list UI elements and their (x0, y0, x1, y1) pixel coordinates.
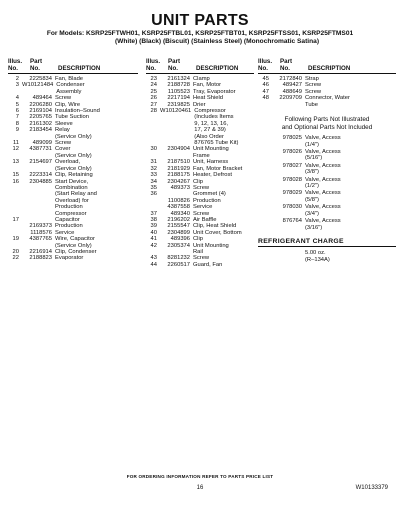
part-no: 489396 (170, 236, 190, 243)
part-no: 2161302 (29, 120, 52, 127)
illus-no: 4 (15, 95, 19, 102)
page-title: UNIT PARTS (151, 12, 249, 29)
valve-row (258, 135, 396, 148)
illus-no: 6 (15, 108, 19, 115)
valve-row (258, 190, 396, 203)
part-no: 489373 (170, 184, 190, 191)
illus-no: 22 (12, 255, 19, 262)
part-no: 2260517 (167, 261, 190, 268)
part-no: 2205765 (29, 114, 52, 121)
illus-no: 15 (12, 172, 19, 179)
part-no: 2181929 (167, 165, 190, 172)
part-description: Screw (305, 88, 322, 95)
illus-no: 3 (15, 82, 19, 89)
illus-no: 48 (262, 95, 269, 102)
part-description: Screw (193, 210, 210, 217)
header-illus-no: Illus. No. (146, 58, 161, 72)
not-illustrated-note: Following Parts Not Illustrated and Optional Parts Not Included (281, 116, 373, 131)
page-number: 16 (196, 485, 204, 491)
part-no: 2305374 (167, 242, 190, 249)
illus-no: 19 (12, 236, 19, 243)
illus-no: 44 (150, 261, 157, 268)
illus-no: 8 (15, 120, 19, 127)
illus-no: 42 (150, 242, 157, 249)
header-part-no: Part No. (30, 58, 43, 72)
illus-no: 30 (150, 146, 157, 153)
part-description: Valve, Access (3/4") (305, 204, 341, 217)
part-description: Fan, Blade (55, 76, 84, 82)
illus-no: 32 (150, 165, 157, 172)
valve-row (258, 204, 396, 217)
part-description: Evaporator (55, 255, 84, 262)
illus-no: 31 (150, 159, 157, 166)
part-row (8, 159, 138, 172)
part-description: Valve, Access (1/2") (305, 176, 341, 190)
part-no: 2304904 (167, 146, 190, 153)
part-description: Connector, Water Tube (305, 95, 350, 108)
part-description: Fan, Motor Bracket (193, 165, 243, 172)
part-row (8, 179, 138, 217)
part-no: 488649 (282, 88, 302, 95)
part-description: Valve, Access (5/8") (305, 190, 341, 203)
part-no: W10121484 (22, 82, 54, 89)
part-description: Service (193, 204, 213, 211)
part-no: 4387765 (29, 236, 52, 243)
illus-no: 7 (15, 114, 19, 121)
part-description: Clamp (193, 76, 210, 82)
illus-no: 13 (12, 159, 19, 166)
parts-column-2 (146, 58, 254, 268)
part-no: 2188175 (167, 172, 190, 179)
part-description: Production (55, 223, 83, 230)
header-description: DESCRIPTION (308, 65, 351, 72)
part-description: Start Device, Combination (Start Relay and Overload) for Production Compressor (55, 178, 97, 217)
column-header (146, 58, 254, 72)
illus-no: 47 (262, 88, 269, 95)
header-illus-no: Illus. No. (258, 58, 273, 72)
part-row (146, 146, 254, 159)
part-row (8, 236, 138, 249)
part-description: Screw (55, 95, 72, 102)
part-no: 2209709 (279, 95, 302, 102)
illus-no: 43 (150, 255, 157, 262)
part-no: 489427 (282, 82, 302, 89)
part-row (258, 95, 396, 108)
part-description: Condenser Assembly (56, 82, 85, 95)
part-description: Clip (193, 178, 203, 185)
access-valve-list (258, 135, 396, 231)
part-description: Screw (305, 82, 322, 89)
part-row (8, 146, 138, 159)
part-no: 1118576 (30, 229, 52, 236)
model-numbers: For Models: KSRP25FTWH01, KSRP25FTBL01, KSRP25FTBT01, KSRP25FTSS01, KSRP25FTMS01 (46, 30, 354, 37)
model-list (6, 30, 394, 46)
part-no: 4387558 (167, 204, 190, 211)
part-no: 2188823 (29, 255, 52, 262)
part-row (8, 82, 138, 95)
illus-no: 24 (150, 82, 157, 89)
illus-no: 27 (150, 101, 157, 108)
illus-no: 41 (150, 236, 157, 243)
part-description: Unit Mounting Frame (193, 146, 229, 159)
part-description: Heater, Defrost (193, 172, 232, 179)
part-no: 2206280 (29, 101, 52, 108)
part-no: 4387731 (29, 146, 52, 153)
part-description: Drier (193, 101, 206, 108)
part-description: Overload, (Service Only) (55, 159, 92, 172)
refrigerant-rule (258, 246, 396, 247)
valve-row (258, 149, 396, 162)
part-no: 2304899 (167, 229, 190, 236)
illus-no: 35 (150, 184, 157, 191)
illus-no: 39 (150, 223, 157, 230)
part-description: Tray, Evaporator (193, 88, 236, 95)
part-row (8, 127, 138, 140)
part-no: 978025 (282, 135, 302, 142)
part-no: 489099 (32, 140, 52, 147)
illus-no: 12 (12, 146, 19, 153)
part-no: 2196202 (167, 216, 190, 223)
part-description: Unit, Harness (193, 159, 229, 166)
part-description: Clip (193, 236, 203, 243)
header-description: DESCRIPTION (196, 65, 239, 72)
part-description: Screw (193, 255, 210, 262)
part-description: Clip, Heat Shield (193, 223, 237, 230)
illus-no: 40 (150, 229, 157, 236)
part-no: 1105523 (167, 88, 190, 95)
header-rule (258, 73, 396, 74)
header-illus-no: Illus. No. (8, 58, 23, 72)
part-no: 8281232 (167, 255, 190, 262)
part-no: 978026 (282, 149, 302, 156)
part-description: Guard, Fan (193, 261, 223, 268)
part-description: Service (55, 229, 75, 236)
refrigerant-charge-value: 5.00 oz. (R–134A) (305, 250, 330, 263)
part-description: Valve, Access (3/8") (305, 162, 341, 176)
parts-column-1 (8, 58, 138, 262)
part-no: 2319825 (167, 101, 190, 108)
part-no: 1100826 (167, 197, 190, 204)
part-description: Capacitor (55, 216, 80, 223)
illus-no: 28 (150, 108, 157, 115)
part-description: Compressor (Includes Items 9, 12, 13, 16, 17, 27 & 39) (Also Order 876765 Tube Kit) (194, 108, 239, 147)
part-no: 2169104 (29, 108, 52, 115)
illus-no: 17 (12, 216, 19, 223)
illus-no: 34 (150, 178, 157, 185)
model-color-variants: (White) (Black) (Biscuit) (Stainless Steel) (Monochromatic Satina) (114, 38, 320, 45)
part-row (146, 243, 254, 256)
illus-no: 11 (12, 140, 19, 147)
part-description: Clip, Wire (55, 101, 81, 108)
illus-no: 45 (262, 76, 269, 82)
part-no: 2188728 (167, 82, 190, 89)
part-no: 978028 (282, 176, 302, 183)
illus-no: 33 (150, 172, 157, 179)
part-no: 2172840 (279, 76, 302, 82)
part-no: 978030 (282, 204, 302, 211)
refrigerant-charge-title: REFRIGERANT CHARGE (258, 237, 344, 245)
illus-no: 25 (150, 88, 157, 95)
part-row (146, 262, 254, 268)
part-description: Production (193, 197, 221, 204)
part-no: 2225834 (29, 76, 52, 82)
part-description: Air Baffle (193, 216, 217, 223)
illus-no: 26 (150, 95, 157, 102)
part-description: Valve, Access (3/16") (305, 218, 341, 231)
part-description: Clip, Condenser (55, 248, 97, 255)
illus-no: 38 (150, 216, 157, 223)
illus-no: 2 (15, 76, 19, 82)
part-no: 2216914 (29, 248, 52, 255)
header-rule (8, 73, 138, 74)
part-no: 2169373 (29, 223, 52, 230)
illus-no: 37 (150, 210, 157, 217)
illus-no: 23 (150, 76, 157, 82)
illus-no: 16 (12, 178, 19, 185)
parts-column-3 (258, 58, 396, 263)
part-description: Strap (305, 76, 319, 82)
part-no: 2304267 (167, 178, 190, 185)
illus-no: 5 (15, 101, 19, 108)
part-description: Grommet (4) (193, 191, 226, 198)
illus-no: 36 (150, 191, 157, 198)
header-description: DESCRIPTION (58, 65, 101, 72)
part-no: 2187510 (167, 159, 190, 166)
part-description: Unit Mounting Rail (193, 242, 229, 255)
part-no: 2183454 (29, 127, 52, 134)
part-description: Clip, Retaining (55, 172, 93, 179)
header-part-no: Part No. (168, 58, 181, 72)
part-no: 978027 (282, 162, 302, 169)
part-no: 2304885 (29, 178, 52, 185)
part-description: Screw (55, 140, 72, 147)
part-description: Fan, Motor (193, 82, 222, 89)
illus-no: 20 (12, 248, 19, 255)
ordering-footer: FOR ORDERING INFORMATION REFER TO PARTS PRICE LIST (126, 474, 274, 479)
part-description: Cover (Service Only) (55, 146, 92, 159)
part-no: 2154697 (29, 159, 52, 166)
part-description: Screw (193, 184, 210, 191)
header-part-no: Part No. (280, 58, 293, 72)
part-description: Unit Cover, Bottom (193, 229, 242, 236)
illus-no: 9 (15, 127, 19, 134)
part-row (8, 255, 138, 261)
part-description: Sleeve (55, 120, 73, 127)
part-description: Valve, Access (1/4") (305, 135, 341, 148)
part-description: Wire, Capacitor (Service Only) (55, 236, 95, 249)
part-no: 489340 (170, 210, 190, 217)
part-description: Tube Suction (55, 114, 89, 121)
part-no: 2161324 (167, 76, 190, 82)
illus-no: 46 (262, 82, 269, 89)
valve-row (258, 218, 396, 231)
header-rule (146, 73, 254, 74)
part-description: Heat Shield (193, 95, 223, 102)
column-header (8, 58, 138, 72)
valve-row (258, 163, 396, 176)
part-no: 2155547 (167, 223, 190, 230)
part-no: W10120461 (160, 108, 192, 115)
valve-row (258, 177, 396, 190)
part-description: Valve, Access (5/16") (305, 149, 341, 162)
part-no: 978029 (282, 190, 302, 197)
part-no: 876764 (282, 218, 302, 225)
document-number: W10133379 (355, 485, 388, 491)
part-no: 489464 (32, 95, 52, 102)
part-no: 2217194 (167, 95, 190, 102)
part-row (146, 108, 254, 146)
column-header (258, 58, 396, 72)
part-description: Relay (Service Only) (55, 127, 92, 140)
part-no: 2223314 (29, 172, 52, 179)
part-description: Insulation–Sound (55, 108, 100, 115)
